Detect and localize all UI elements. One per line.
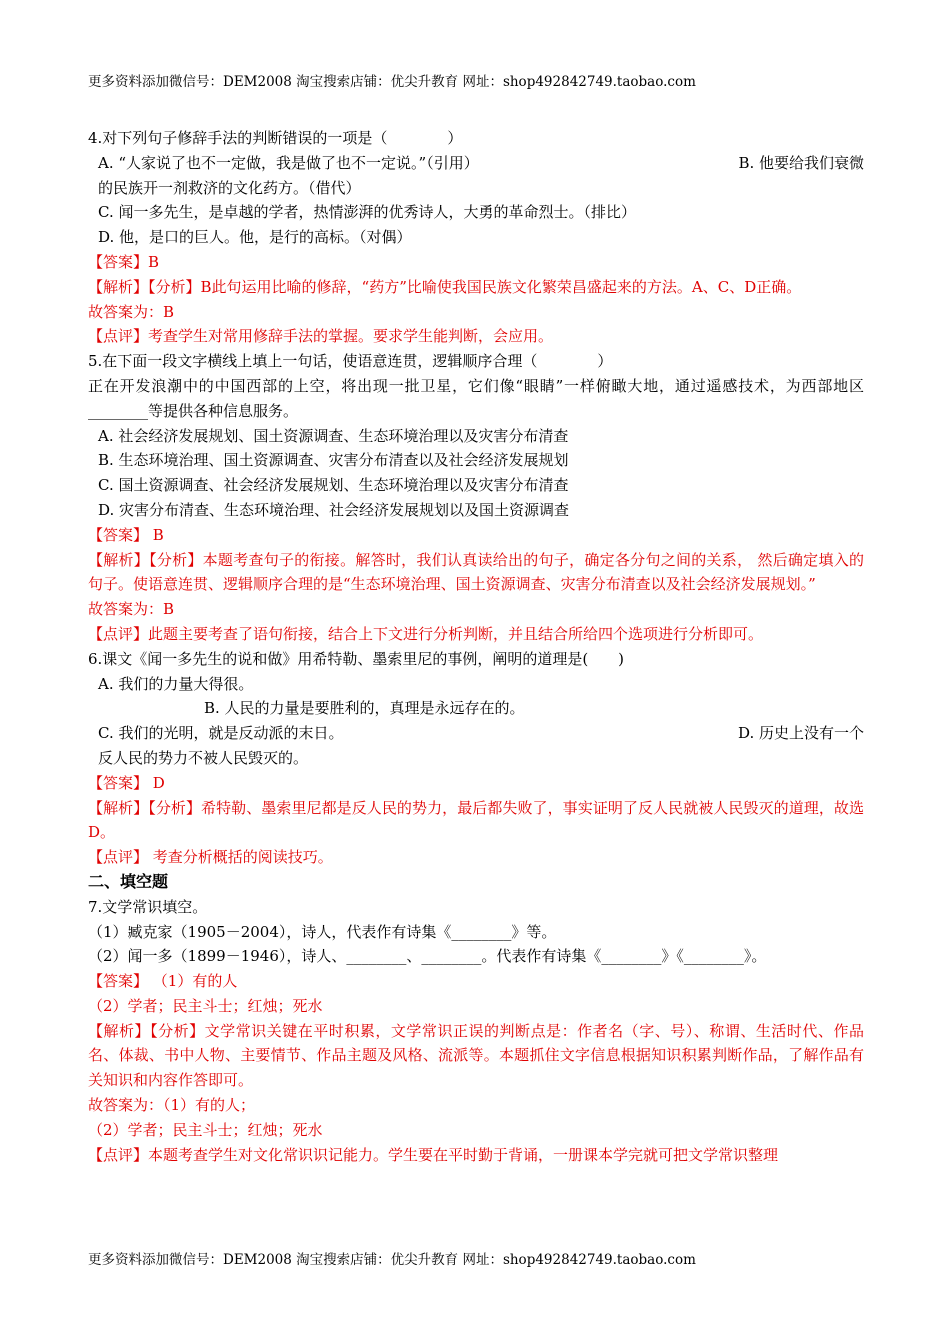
q4-option-b-cont: 的民族开一剂救济的文化药方。（借代） [98,178,361,197]
comment-text: 本题考查学生对文化常识识记能力。学生要在平时勤于背诵，一册课本学完就可把文学常识整理 [148,1145,779,1164]
q6-option-d-cont: 反人民的势力不被人民毁灭的。 [98,748,309,767]
q7-answer [88,969,864,994]
q5-final: 故答案为：B [88,600,175,619]
answer-value: B [148,252,160,271]
q4-answer [88,250,864,275]
analysis-text: 希特勒、墨索里尼都是反人民的势力，最后都失败了，事实证明了反人民就被人民毁灭的道理，故选D。 [88,798,864,842]
analysis-text: 文学常识关键在平时积累，文学常识正误的判断点是：作者名（字、号）、称谓、生活时代、作品名、体裁、书中人物、主要情节、作品主题及风格、流派等。本题抓住文字信息根据知识积累判断作品，了解作品有关知识和内容作答即可。 [88,1021,864,1090]
q5-option-d: D. 灾害分布清查、生态环境治理、社会经济发展规划以及国土资源调查 [98,500,570,519]
comment-text: 考查学生对常用修辞手法的掌握。要求学生能判断，会应用。 [148,327,554,346]
comment-tag: 【点评】 [88,848,149,867]
answer-tag: 【答案】 [88,972,149,991]
q7-comment [88,1143,864,1168]
q4-final: 故答案为：B [88,302,175,321]
q6-answer [88,771,864,796]
q5-stem: 5.在下面一段文字横线上填上一句话，使语意连贯，逻辑顺序合理（ ） [88,352,613,371]
q4-option-c: C. 闻一多先生，是卓越的学者，热情澎湃的优秀诗人，大勇的革命烈士。（排比） [98,203,636,222]
answer-value: （1）有的人 [148,972,238,991]
q4-stem: 4.对下列句子修辞手法的判断错误的一项是（ ） [88,129,463,147]
q6-option-c: C. 我们的光明，就是反动派的末日。 [98,724,344,743]
q6-analysis [88,796,864,846]
q7-answer-2: （2）学者；民主斗士；红烛；死水 [88,996,323,1015]
q5-option-a: A. 社会经济发展规划、国土资源调查、生态环境治理以及灾害分布清查 [98,426,569,445]
q6-option-row-cd [88,721,864,746]
analysis-tag: 【解析】【分析】 [88,1021,205,1040]
answer-tag: 【答案】 [88,525,149,544]
q4-option-d: D. 他，是口的巨人。他，是行的高标。（对偶） [98,228,412,247]
q5-answer [88,523,864,548]
q7-analysis [88,1019,864,1093]
comment-text: 此题主要考查了语句衔接，结合上下文进行分析判断，并且结合所给四个选项进行分析即可。 [148,624,764,643]
q4-comment [88,324,864,349]
q6-comment [88,845,864,870]
q4-option-b: B. 他要给我们衰微 [738,153,864,172]
document-body [88,126,864,1167]
q5-comment [88,622,864,647]
answer-tag: 【答案】 [88,773,149,792]
page-header: 更多资料添加微信号：DEM2008 淘宝搜索店铺：优尖升教育 网址：shop492842749.taobao.com [88,74,696,90]
section-title: 二、填空题 [88,871,169,891]
answer-value: B [148,525,164,544]
q7-stem: 7.文学常识填空。 [88,897,208,916]
q6-stem: 6.课文《闻一多先生的说和做》用希特勒、墨索里尼的事例，阐明的道理是( ) [88,649,625,668]
q6-option-b: B. 人民的力量是要胜利的，真理是永远存在的。 [204,699,525,718]
q7-final-1: 故答案为：（1）有的人； [88,1096,256,1115]
q7-line-2: （2）闻一多（1899－1946），诗人、________、________。代表作有诗集《________》《________》。 [88,947,767,966]
q7-final-2: （2）学者；民主斗士；红烛；死水 [88,1120,323,1139]
analysis-tag: 【解析】【分析】 [88,550,203,569]
analysis-text: 本题考查句子的衔接。解答时，我们认真读给出的句子，确定各分句之间的关系， 然后确定填入的句子。使语意连贯、逻辑顺序合理的是“生态环境治理、国土资源调查、灾害分布清查以及社会经济发展规划。” [88,550,864,594]
comment-tag: 【点评】 [88,327,149,346]
q6-option-d: D. 历史上没有一个 [737,724,864,743]
q5-analysis [88,548,864,598]
q5-passage: 正在开发浪潮中的中国西部的上空，将出现一批卫星，它们像“眼睛”一样俯瞰大地，通过遥感技术，为西部地区________等提供各种信息服务。 [88,376,864,420]
answer-value: D [148,773,165,792]
analysis-tag: 【解析】【分析】 [88,277,201,296]
q7-line-1: （1）臧克家（1905－2004），诗人，代表作有诗集《________》等。 [88,922,557,941]
answer-tag: 【答案】 [88,252,149,271]
comment-text: 考查分析概括的阅读技巧。 [148,848,333,867]
comment-tag: 【点评】 [88,624,149,643]
analysis-text: B此句运用比喻的修辞，“药方”比喻使我国民族文化繁荣昌盛起来的方法。A、C、D正确。 [200,277,802,296]
q6-option-a: A. 我们的力量大得很。 [98,674,254,693]
analysis-tag: 【解析】【分析】 [88,798,202,817]
q4-option-a: A. “人家说了也不一定做，我是做了也不一定说。”（引用） [98,153,479,172]
q4-option-row-ab [88,151,864,176]
q5-option-b: B. 生态环境治理、国土资源调查、灾害分布清查以及社会经济发展规划 [98,451,569,470]
page-footer: 更多资料添加微信号：DEM2008 淘宝搜索店铺：优尖升教育 网址：shop492842749.taobao.com [88,1252,696,1268]
q5-option-c: C. 国土资源调查、社会经济发展规划、生态环境治理以及灾害分布清查 [98,476,569,495]
comment-tag: 【点评】 [88,1145,149,1164]
q4-analysis [88,275,864,300]
